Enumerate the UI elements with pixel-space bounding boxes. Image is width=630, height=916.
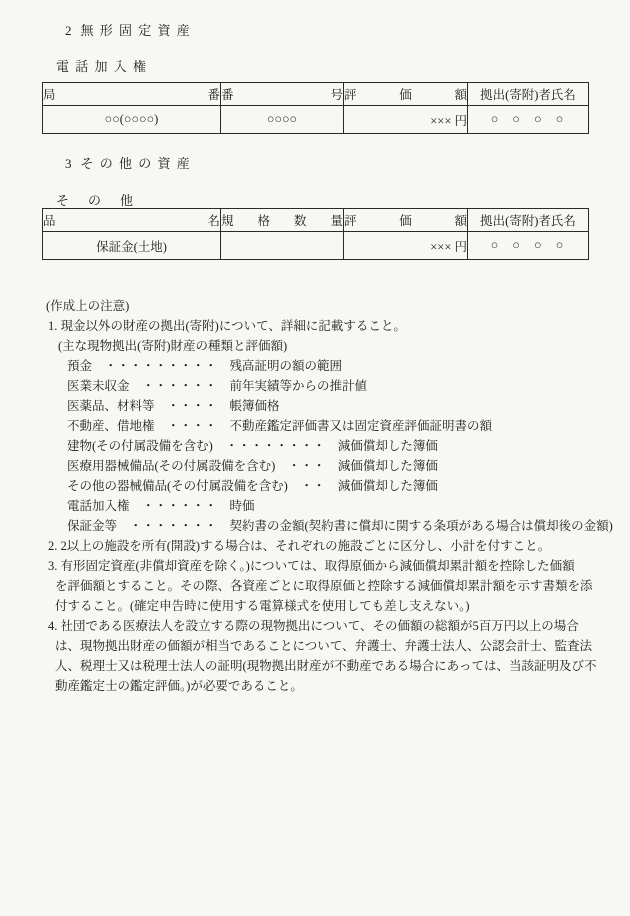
cell-hyokagaku: ××× 円 bbox=[344, 232, 468, 260]
others-table bbox=[42, 208, 589, 260]
header-hyokagaku: 評 価 額 bbox=[344, 83, 468, 106]
note-dotted-mishukin: 医業未収金 ・・・・・・ 前年実績等からの推計値 bbox=[67, 379, 368, 393]
section2-title: 無 形 固 定 資 産 bbox=[80, 23, 192, 38]
note-dotted-yokin: 預金 ・・・・・・・・・ 残高証明の額の範囲 bbox=[67, 359, 343, 373]
telephone-rights-label: 電 話 加 入 権 bbox=[56, 59, 148, 74]
note-item-4-cont-2: 人、税理士又は税理士法人の証明(現物拠出財産が不動産である場合にあっては、当該証明及び不 bbox=[55, 659, 597, 673]
cell-shimei: ○ ○ ○ ○ bbox=[468, 106, 589, 134]
section2-heading bbox=[65, 20, 191, 39]
header-kyokuban: 局 番 bbox=[43, 83, 221, 106]
note-item-3-cont-2: 付すること。(確定申告時に使用する電算様式を使用しても差し支えない。) bbox=[55, 599, 470, 613]
cell-hyokagaku: ××× 円 bbox=[344, 106, 468, 134]
section3-heading bbox=[65, 153, 191, 172]
cell-kikaku bbox=[221, 232, 344, 260]
section3-number: 3 bbox=[65, 156, 72, 171]
note-dotted-denwa: 電話加入権 ・・・・・・ 時価 bbox=[67, 499, 255, 513]
notes-block bbox=[46, 296, 621, 696]
table-row bbox=[43, 106, 589, 134]
note-dotted-hoshokin: 保証金等 ・・・・・・・ 契約書の金額(契約書に償却に関する条項がある場合は償却後の金額) bbox=[67, 519, 613, 533]
header-bango: 番 号 bbox=[221, 83, 344, 106]
cell-hinmei: 保証金(土地) bbox=[43, 232, 221, 260]
note-dotted-iryokikai: 医療用器械備品(その付属設備を含む) ・・・ 減価償却した簿価 bbox=[67, 459, 438, 473]
cell-bango: ○○○○ bbox=[221, 106, 344, 134]
section3-title: そ の 他 の 資 産 bbox=[80, 156, 192, 171]
note-dotted-iyakuhin: 医薬品、材料等 ・・・・ 帳簿価格 bbox=[67, 399, 280, 413]
table-header-row bbox=[43, 83, 589, 106]
note-subheading: (主な現物拠出(寄附)財産の種類と評価額) bbox=[58, 339, 288, 353]
note-item-4-cont-3: 動産鑑定士の鑑定評価。)が必要であること。 bbox=[55, 679, 303, 693]
note-dotted-sonota: その他の器械備品(その付属設備を含む) ・・ 減価償却した簿価 bbox=[67, 479, 438, 493]
note-dotted-tatemono: 建物(その付属設備を含む) ・・・・・・・・ 減価償却した簿価 bbox=[67, 439, 438, 453]
cell-kyokuban: ○○(○○○○) bbox=[43, 106, 221, 134]
cell-shimei: ○ ○ ○ ○ bbox=[468, 232, 589, 260]
table-header-row bbox=[43, 209, 589, 232]
header-hyokagaku: 評 価 額 bbox=[344, 209, 468, 232]
others-label: そ の 他 bbox=[56, 193, 137, 208]
note-item-3-cont-1: を評価額とすること。その際、各資産ごとに取得原価と控除する減価償却累計額を示す書類を添 bbox=[55, 579, 593, 593]
note-item-4: 4. 社団である医療法人を設立する際の現物拠出について、その価額の総額が5百万円以上の場合 bbox=[48, 619, 579, 633]
telephone-rights-table bbox=[42, 82, 589, 134]
header-hinmei: 品 名 bbox=[43, 209, 221, 232]
note-item-4-cont-1: は、現物拠出財産の価額が相当であることについて、弁護士、弁護士法人、公認会計士、監査法 bbox=[55, 639, 593, 653]
note-item-3: 3. 有形固定資産(非償却資産を除く。)については、取得原価から減価償却累計額を控除した価額 bbox=[48, 559, 575, 573]
header-kikaku-suryo: 規 格 数 量 bbox=[221, 209, 344, 232]
header-kyoshutsu-shimei: 拠出(寄附)者氏名 bbox=[468, 83, 589, 106]
note-dotted-fudosan: 不動産、借地権 ・・・・ 不動産鑑定評価書又は固定資産評価証明書の額 bbox=[67, 419, 493, 433]
table-row bbox=[43, 232, 589, 260]
note-item-2: 2. 2以上の施設を所有(開設)する場合は、それぞれの施設ごとに区分し、小計を付すこと。 bbox=[48, 539, 551, 553]
header-kyoshutsu-shimei: 拠出(寄附)者氏名 bbox=[468, 209, 589, 232]
notes-title: (作成上の注意) bbox=[46, 299, 130, 313]
section2-number: 2 bbox=[65, 23, 72, 38]
note-item-1: 1. 現金以外の財産の拠出(寄附)について、詳細に記載すること。 bbox=[48, 319, 406, 333]
